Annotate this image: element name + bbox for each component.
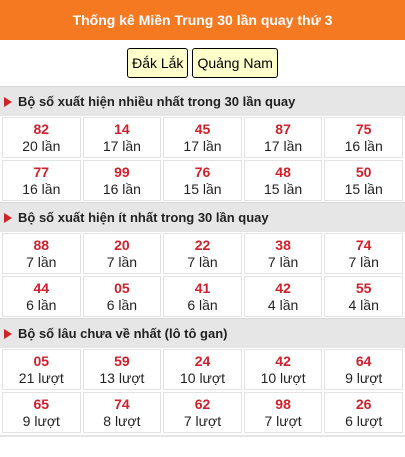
stat-count: 4 lần [348,296,379,313]
stat-count: 15 lần [264,180,303,197]
section-long-absent [0,318,405,434]
stat-count: 15 lần [183,180,222,197]
stat-number: 42 [275,279,291,296]
page-title: Thống kê Miền Trung 30 lần quay thứ 3 [72,12,333,28]
stat-number: 82 [33,120,50,137]
stat-cell [83,392,162,433]
stat-count: 17 lần [183,137,222,154]
stat-count: 6 lần [26,296,57,313]
stat-cell [83,349,162,390]
stat-cell [2,276,81,317]
stat-number: 65 [33,395,50,412]
stat-number: 99 [114,163,130,180]
stat-cell [324,160,403,201]
stat-count: 4 lần [267,296,299,313]
stat-cell [2,349,81,390]
stat-number: 64 [355,352,372,369]
stat-cell [83,233,162,274]
stat-count: 10 lượt [179,369,225,386]
stat-cell [163,392,242,433]
stat-count: 7 lần [267,253,299,270]
section-header [0,86,405,116]
stat-number: 59 [114,352,130,369]
stat-cell [324,233,403,274]
stat-cell [163,117,242,158]
stat-count: 21 lượt [18,369,64,386]
stat-cell [163,349,242,390]
stat-number: 75 [355,120,372,137]
stat-number: 45 [194,120,211,137]
stat-cell [244,392,323,433]
stat-number: 98 [275,395,291,412]
stat-count: 7 lượt [264,412,302,429]
stat-cell [2,160,81,201]
stat-count: 7 lượt [183,412,222,429]
stat-number: 74 [114,395,130,412]
stat-count: 6 lần [187,296,218,313]
section-header [0,318,405,348]
stat-count: 7 lần [26,253,57,270]
stat-count: 9 lượt [22,412,60,429]
stat-number: 38 [275,236,291,253]
stat-count: 15 lần [344,180,383,197]
triangle-icon [4,213,12,223]
page-header [0,0,405,40]
stat-number: 26 [355,395,372,412]
section-least-frequent [0,202,405,318]
stat-cell [244,349,323,390]
stat-count: 7 lần [187,253,218,270]
stat-number: 77 [33,163,50,180]
section-title: Bộ số xuất hiện nhiều nhất trong 30 lần quay [18,94,296,109]
stat-cell [244,276,323,317]
stat-count: 20 lần [22,137,61,154]
stat-count: 7 lần [348,253,379,270]
stat-number: 41 [194,279,211,296]
stats-sections [0,86,405,437]
stat-cell [163,233,242,274]
stat-cell [244,233,323,274]
stat-number: 24 [194,352,211,369]
stat-count: 6 lượt [345,412,383,429]
stat-number: 87 [275,120,291,137]
stat-number: 55 [355,279,372,296]
stat-cell [163,276,242,317]
stat-number: 62 [194,395,211,412]
stat-number: 22 [194,236,211,253]
section-header [0,202,405,232]
stat-count: 8 lượt [103,412,141,429]
section-title: Bộ số xuất hiện ít nhất trong 30 lần quay [18,210,269,225]
stat-count: 13 lượt [99,369,145,386]
stat-cell [324,349,403,390]
triangle-icon [4,97,12,107]
stat-number: 76 [194,163,211,180]
stat-number: 14 [114,120,130,137]
stat-number: 05 [114,279,130,296]
stat-number: 20 [114,236,130,253]
number-grid [0,348,405,434]
triangle-icon [4,329,12,339]
stat-cell [2,117,81,158]
stat-number: 05 [33,352,50,369]
stat-number: 50 [355,163,372,180]
stat-count: 7 lần [106,253,138,270]
stat-cell [324,117,403,158]
stat-number: 74 [355,236,372,253]
stat-count: 16 lần [344,137,383,154]
number-grid [0,116,405,202]
province-button-dak-lak[interactable]: Đắk Lắk [127,48,188,78]
stat-count: 17 lần [102,137,141,154]
stat-cell [83,117,162,158]
stat-cell [2,392,81,433]
stat-cell [2,233,81,274]
stat-count: 6 lần [106,296,138,313]
stat-cell [244,160,323,201]
stat-number: 48 [275,163,291,180]
stat-cell [324,276,403,317]
stat-cell [83,276,162,317]
stat-count: 10 lượt [260,369,306,386]
stat-count: 16 lần [22,180,61,197]
section-most-frequent [0,86,405,202]
stat-cell [244,117,323,158]
section-title: Bộ số lâu chưa về nhất (lô tô gan) [18,326,228,341]
stat-count: 9 lượt [345,369,383,386]
bottom-divider [0,435,405,437]
stat-count: 16 lần [102,180,141,197]
stat-cell [83,160,162,201]
number-grid [0,232,405,318]
stat-cell [324,392,403,433]
stat-number: 42 [275,352,291,369]
province-button-quang-nam[interactable]: Quảng Nam [192,48,277,78]
stat-number: 44 [33,279,50,296]
stat-number: 88 [33,236,50,253]
province-selector [0,40,405,86]
stat-cell [163,160,242,201]
stat-count: 17 lần [264,137,303,154]
